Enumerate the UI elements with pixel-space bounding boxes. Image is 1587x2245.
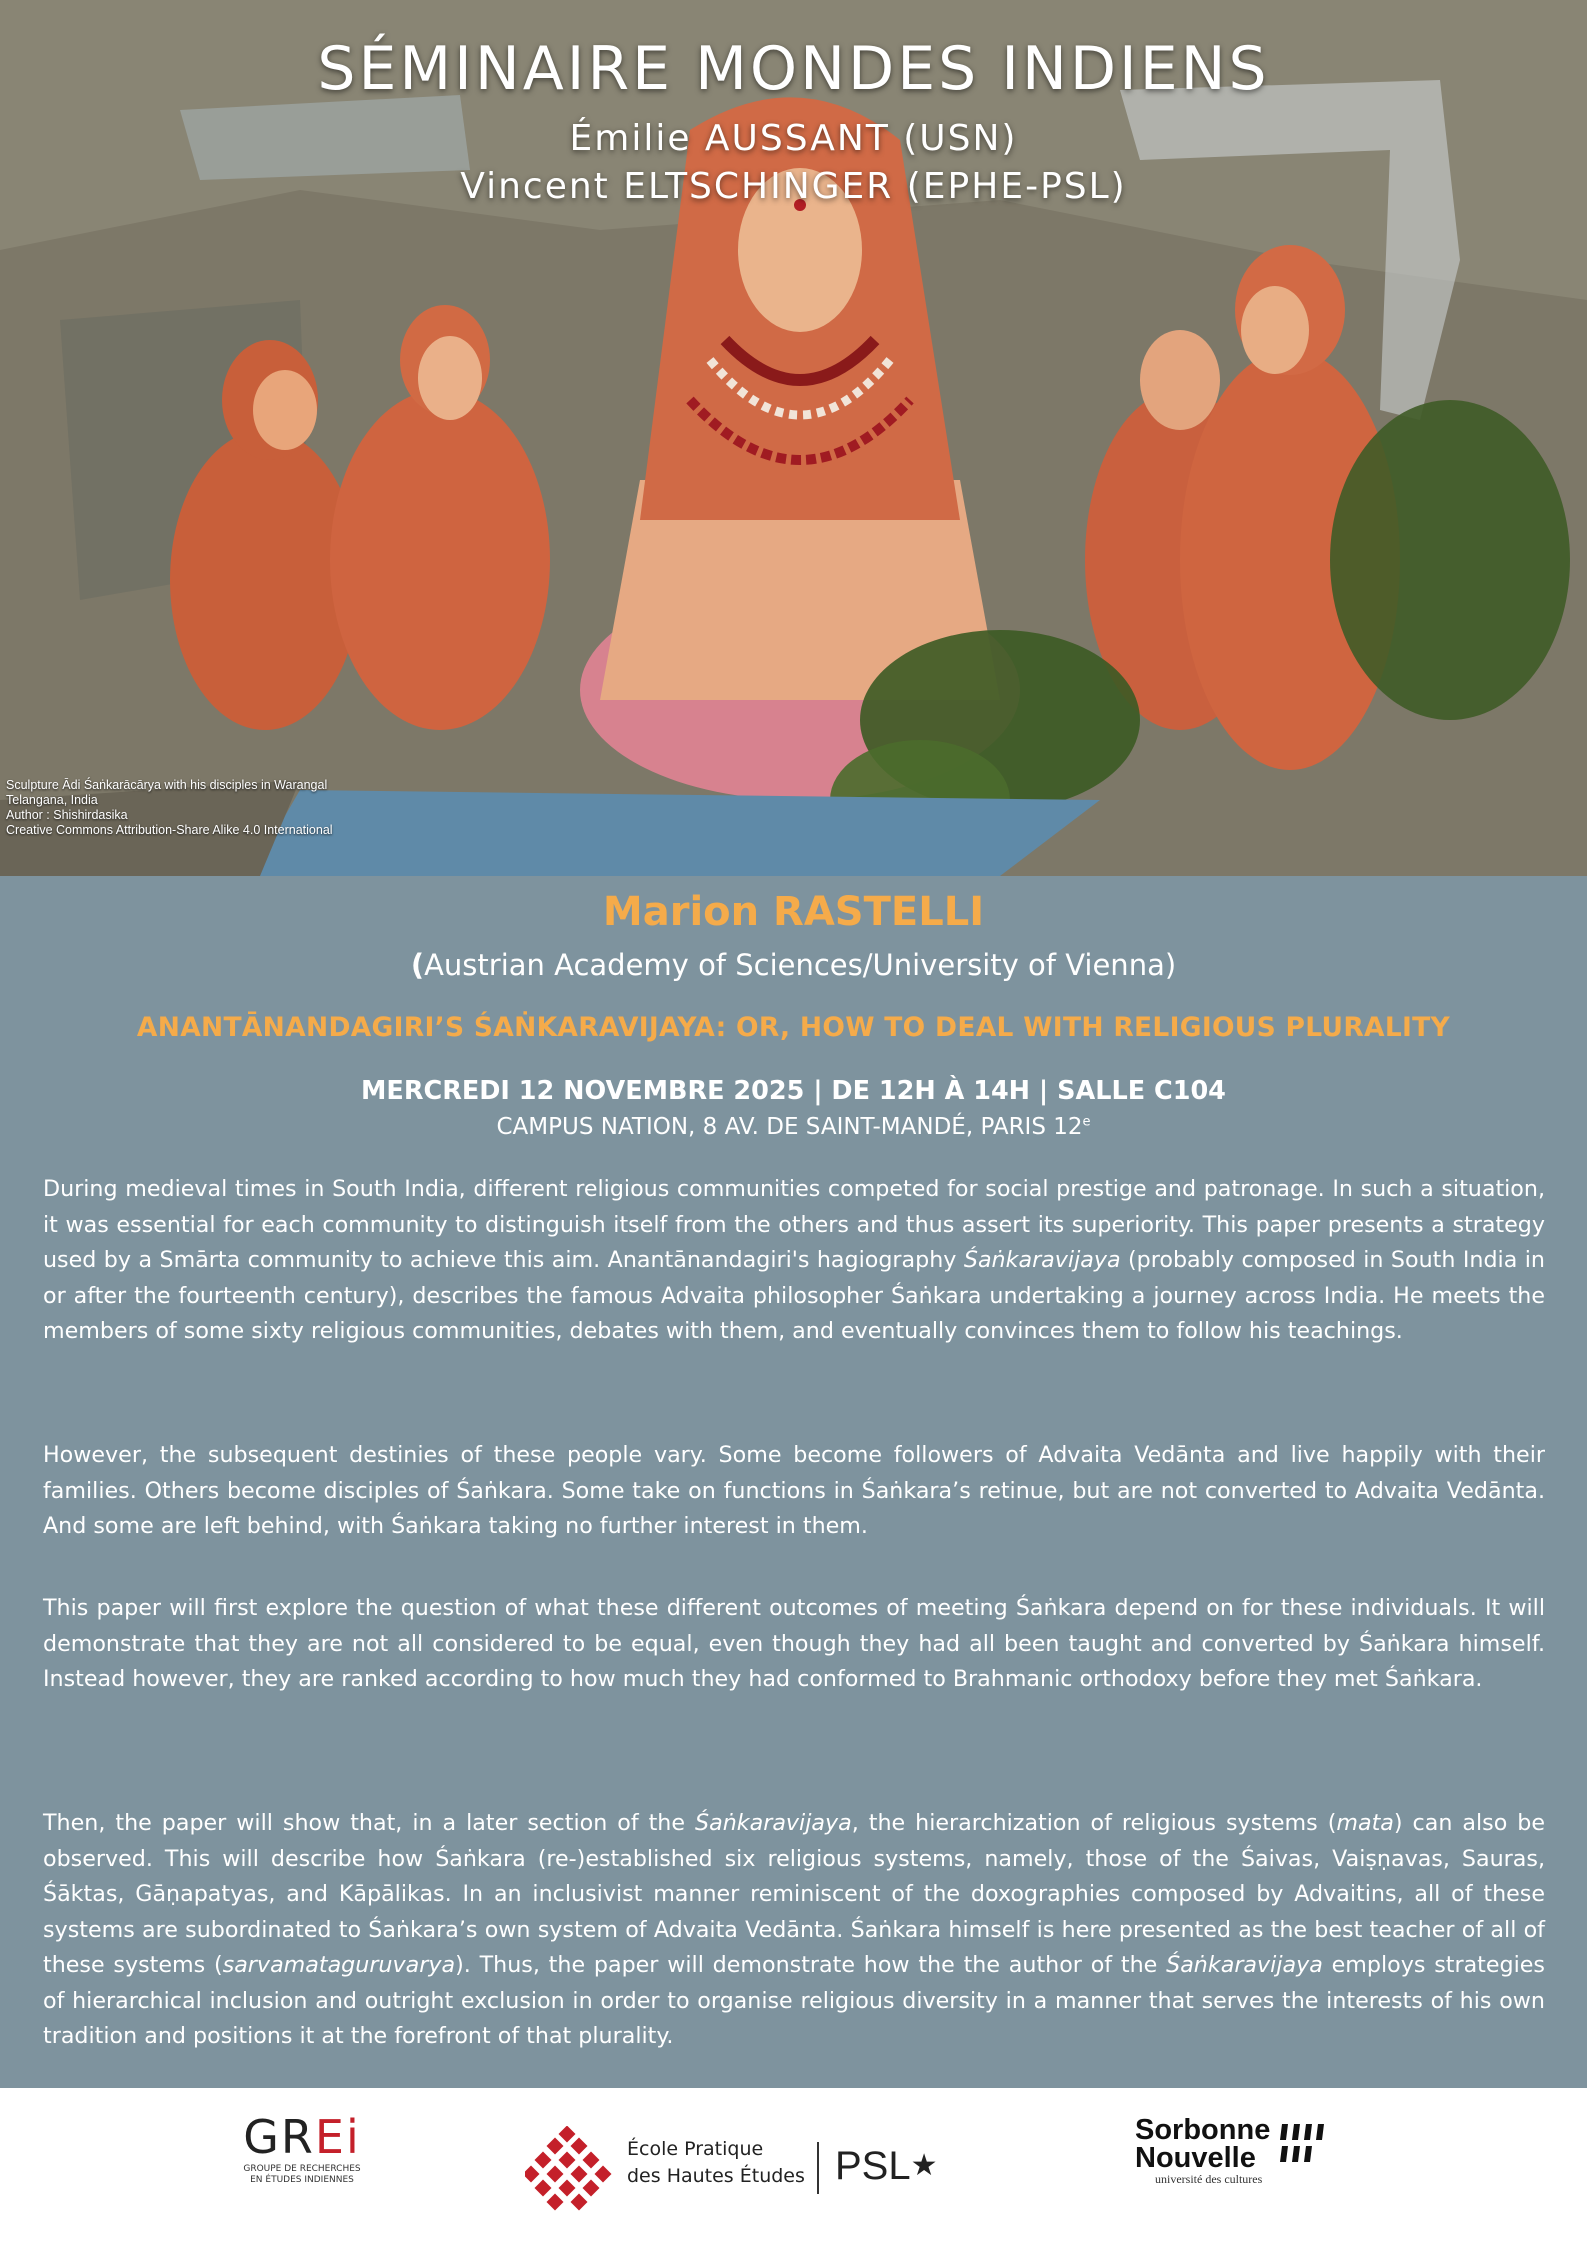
text-run-italic: mata (1336, 1810, 1394, 1836)
logo-divider (817, 2142, 819, 2194)
talk-title: ANANTĀNANDAGIRI’S ŚAṄKARAVIJAYA: OR, HOW TO DEAL WITH RELIGIOUS PLURALITY (136, 1012, 1451, 1043)
grei-mark-right: Ei (314, 2110, 361, 2164)
affiliation-paren: ( (410, 948, 425, 982)
abstract-paragraph-1 (43, 1172, 1545, 1350)
sorbonne-wordmark (1135, 2116, 1270, 2172)
photo-credit (6, 778, 333, 838)
ephe-name-line: des Hautes Études (627, 2165, 805, 2187)
hero-photo (0, 0, 1587, 876)
text-run: During medieval times in South India, different religious communities competed for social prestige and patronage. In such a situation, it was essential for each community to distinguish itself from the others and thus assert its superiority. This paper presents a strategy used by a Smārta community to achieve this aim. Anantānandagiri's hagiography (43, 1176, 1545, 1273)
text-run: employs strategies of hierarchical inclusion and outright exclusion in order to organise religious diversity in a manner that serves the interests of his own tradition and positions it at the forefront of that plurality. (43, 1952, 1545, 2049)
sorbonne-line: Nouvelle (1135, 2142, 1256, 2174)
psl-wordmark (835, 2144, 938, 2189)
sorbonne-stripes-icon (1280, 2120, 1328, 2168)
grei-mark-left: GR (243, 2110, 315, 2164)
venue-arrondissement-sup: e (1082, 1114, 1091, 1130)
grei-subtitle-line: GROUPE DE RECHERCHES (243, 2164, 361, 2174)
organizer-line-1: Émilie AUSSANT (USN) (569, 118, 1018, 159)
ephe-name-line: École Pratique (627, 2138, 764, 2160)
text-run-italic: Śaṅkaravijaya (963, 1247, 1121, 1273)
text-run: , the hierarchization of religious systems ( (851, 1810, 1337, 1836)
text-run: ) can also be observed. This will describe how Śaṅkara (re-)established six religious systems, namely, those of the Śaivas, Vaiṣṇavas, Sauras, Śāktas, Gāṇapatyas, and Kāpālikas. In an inclusivist manner reminiscent of the doxographies composed by Advaitins, all of these systems are subordinated to Śaṅkara’s own system of Advaita Vedānta. Śaṅkara himself is here presented as the best teacher of all of these systems ( (43, 1810, 1545, 1978)
abstract-paragraph-3: This paper will first explore the question of what these different outcomes of meeting Śaṅkara depend on for these individuals. It will demonstrate that they are not all considered to be equal, even though they had all been taught and converted by Śaṅkara himself. Instead however, they are ranked according to how much they had conformed to Brahmanic orthodoxy before they met Śaṅkara. (43, 1595, 1545, 1692)
speaker-name: Marion RASTELLI (602, 889, 985, 935)
text-run-italic: sarvamataguruvarya (222, 1952, 456, 1978)
sorbonne-line: Sorbonne (1135, 2114, 1271, 2146)
ephe-name (627, 2136, 805, 2190)
abstract-paragraph-4 (43, 1806, 1545, 2055)
star-icon: ★ (910, 2149, 938, 2182)
venue-address-text: CAMPUS NATION, 8 AV. DE SAINT-MANDÉ, PARIS 12 (496, 1114, 1083, 1140)
affiliation-text: Austrian Academy of Sciences/University of Vienna) (424, 948, 1177, 982)
grei-subtitle-line: EN ÉTUDES INDIENNES (250, 2175, 354, 2185)
sorbonne-row (1135, 2116, 1355, 2172)
photo-credit-line: Telangana, India (6, 793, 98, 807)
text-run: (probably composed in South India in or after the fourteenth century), describes the famous Advaita philosopher Śaṅkara undertaking a journey across India. He meets the members of some sixty religious communities, debates with them, and eventually convinces them to follow his teachings. (43, 1247, 1545, 1344)
text-run: ). Thus, the paper will demonstrate how the the author of the (455, 1952, 1167, 1978)
text-run: Then, the paper will show that, in a later section of the (43, 1810, 696, 1836)
sorbonne-nouvelle-logo (1135, 2116, 1355, 2187)
info-panel (0, 876, 1587, 2088)
speaker-affiliation (0, 948, 1587, 982)
grei-subtitle (232, 2164, 372, 2186)
photo-credit-line: Sculpture Ādi Śaṅkarācārya with his disciples in Warangal (6, 778, 328, 792)
text-run-italic: Śaṅkaravijaya (1166, 1952, 1323, 1978)
ephe-emblem-icon (525, 2126, 617, 2218)
seminar-title: SÉMINAIRE MONDES INDIENS (317, 34, 1270, 104)
ephe-psl-logo (525, 2126, 975, 2226)
date-time-room: MERCREDI 12 NOVEMBRE 2025 | DE 12H À 14H | SALLE C104 (361, 1076, 1226, 1106)
organizer-line-2: Vincent ELTSCHINGER (EPHE-PSL) (460, 166, 1127, 207)
logo-footer (0, 2088, 1587, 2245)
photo-credit-line: Creative Commons Attribution-Share Alike 4.0 International (6, 823, 333, 837)
photo-credit-line: Author : Shishirdasika (6, 808, 128, 822)
sorbonne-tagline: université des cultures (1155, 2172, 1263, 2186)
abstract-paragraph-2: However, the subsequent destinies of these people vary. Some become followers of Advaita Vedānta and live happily with their families. Others become disciples of Śaṅkara. Some take on functions in Śaṅkara’s retinue, but are not converted to Advaita Vedānta. And some are left behind, with Śaṅkara taking no further interest in them. (43, 1442, 1545, 1539)
grei-mark (232, 2110, 372, 2164)
grei-logo (232, 2110, 372, 2186)
venue-address (0, 1114, 1587, 1140)
text-run-italic: Śaṅkaravijaya (695, 1810, 852, 1836)
psl-text: PSL (835, 2144, 911, 2188)
